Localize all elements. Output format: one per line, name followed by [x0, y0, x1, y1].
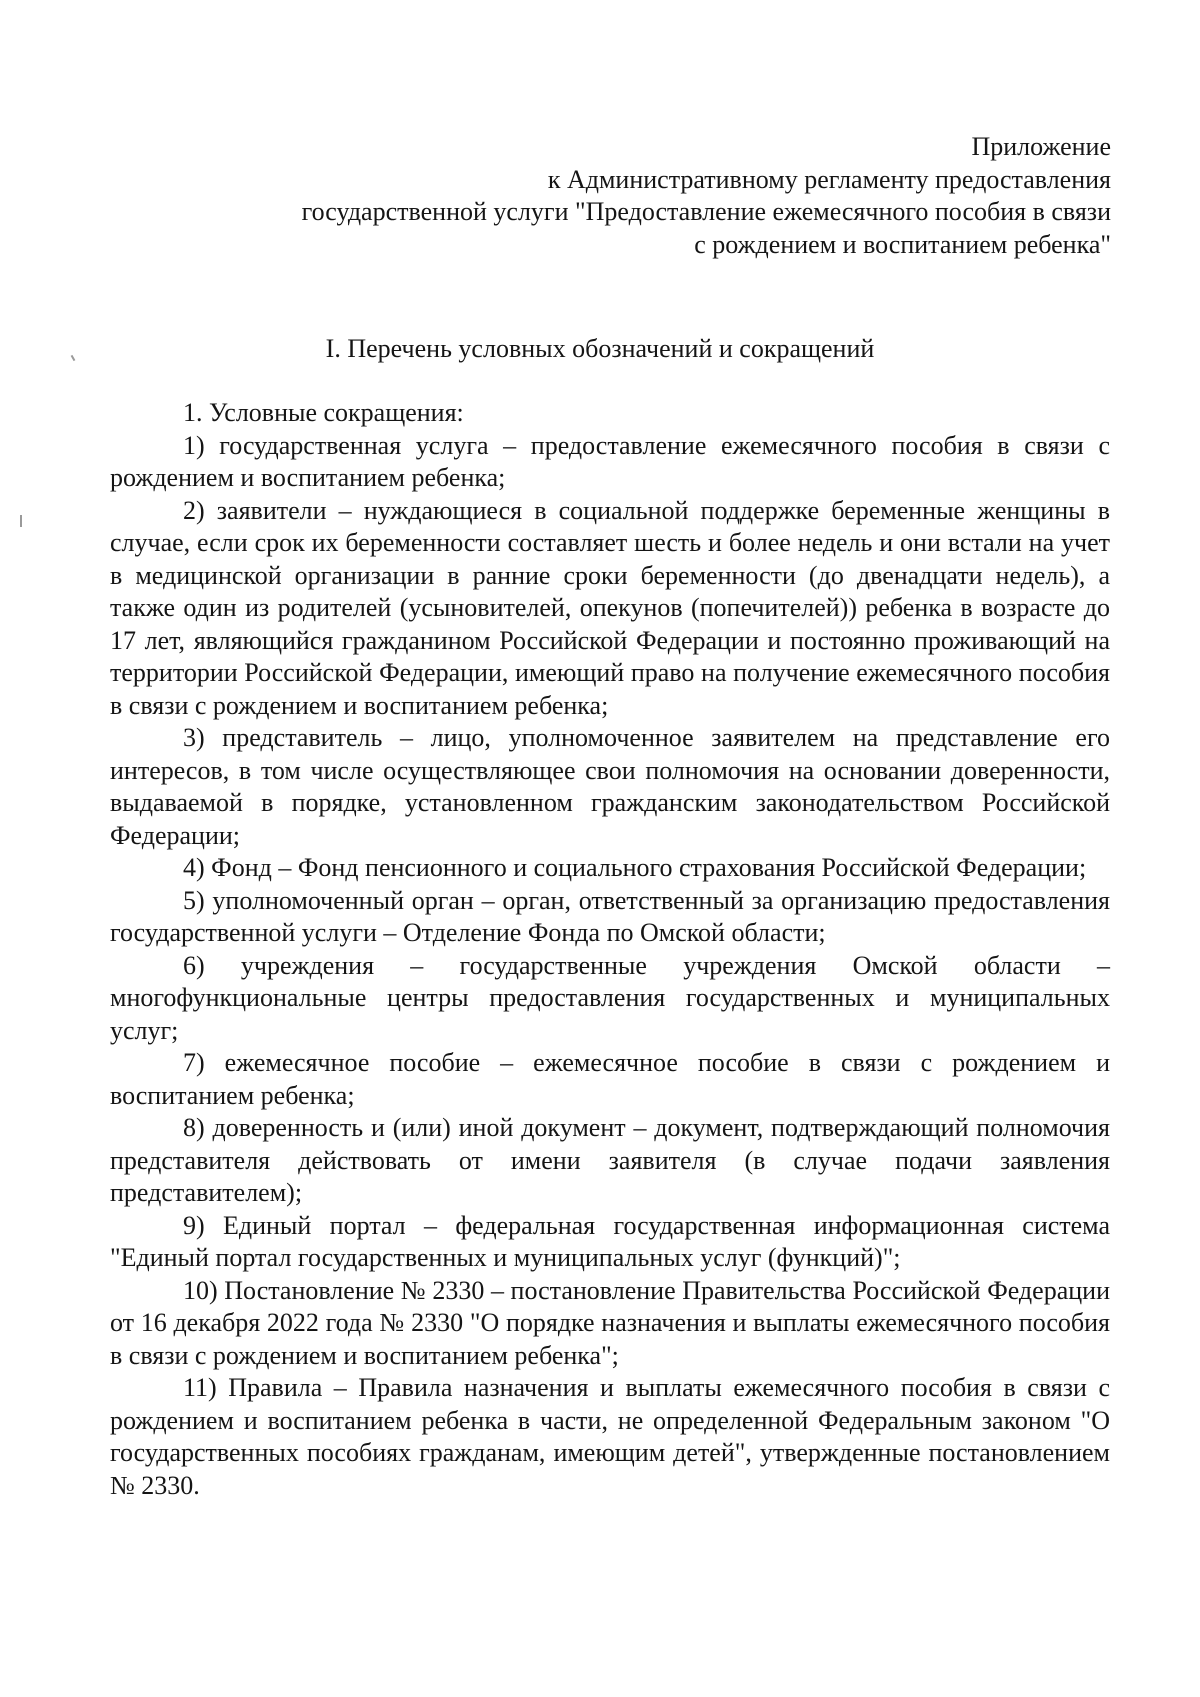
paragraph-item-1: 1) государственная услуга – предоставление ежемесячного пособия в связи с рождением и воспитанием ребенка;	[110, 430, 1110, 492]
paragraph-item-5: 5) уполномоченный орган – орган, ответственный за организацию предоставления государственной услуги – Отделение Фонда по Омской области;	[110, 885, 1110, 947]
appendix-header	[302, 131, 1111, 261]
paragraph-item-10: 10) Постановление № 2330 – постановление Правительства Российской Федерации от 16 декабря 2022 года № 2330 "О порядке назначения и выплаты ежемесячного пособия в связи с рождением и воспитанием ребенка";	[110, 1275, 1110, 1370]
scan-mark	[20, 515, 22, 527]
paragraph-intro: 1. Условные сокращения:	[183, 398, 464, 427]
appendix-line: к Административному регламенту предоставления	[547, 164, 1111, 194]
paragraph-item-8: 8) доверенность и (или) иной документ – документ, подтверждающий полномочия представителя действовать от имени заявителя (в случае подачи заявления представителем);	[110, 1113, 1110, 1207]
paragraph-item-7: 7) ежемесячное пособие – ежемесячное пособие в связи с рождением и воспитанием ребенка;	[110, 1048, 1110, 1110]
paragraph-item-4: 4) Фонд – Фонд пенсионного и социального страхования Российской Федерации;	[183, 853, 1087, 882]
section-title: I. Перечень условных обозначений и сокращений	[325, 334, 875, 363]
document-body	[110, 397, 1110, 1502]
paragraph-item-9: 9) Единый портал – федеральная государственная информационная система "Единый портал государственных и муниципальных услуг (функций)";	[110, 1210, 1110, 1272]
paragraph-item-11: 11) Правила – Правила назначения и выплаты ежемесячного пособия в связи с рождением и воспитанием ребенка в части, не определенной Федеральным законом "О государственных пособиях гражданам, имеющим детей", утвержденные постановлением № 2330.	[110, 1373, 1110, 1500]
paragraph-item-3: 3) представитель – лицо, уполномоченное заявителем на представление его интересов, в том числе осуществляющее свои полномочия на основании доверенности, выдаваемой в порядке, установленном гражданским законодательством Российской Федерации;	[110, 723, 1110, 850]
paragraph-item-6: 6) учреждения – государственные учреждения Омской области – многофункциональные центры предоставления государственных и муниципальных услуг;	[110, 950, 1110, 1045]
paragraph-item-2: 2) заявители – нуждающиеся в социальной поддержке беременные женщины в случае, если срок их беременности составляет шесть и более недель и они встали на учет в медицинской организации в ранние сроки беременности (до двенадцати недель), а также один из родителей (усыновителей, опекунов (попечителей)) ребенка в возрасте до 17 лет, являющийся гражданином Российской Федерации и постоянно проживающий на территории Российской Федерации, имеющий право на получение ежемесячного пособия в связи с рождением и воспитанием ребенка;	[110, 495, 1110, 720]
appendix-title: Приложение	[971, 132, 1111, 161]
appendix-line: государственной услуги "Предоставление ежемесячного пособия в связи	[301, 197, 1111, 226]
appendix-line: с рождением и воспитанием ребенка"	[694, 229, 1111, 259]
